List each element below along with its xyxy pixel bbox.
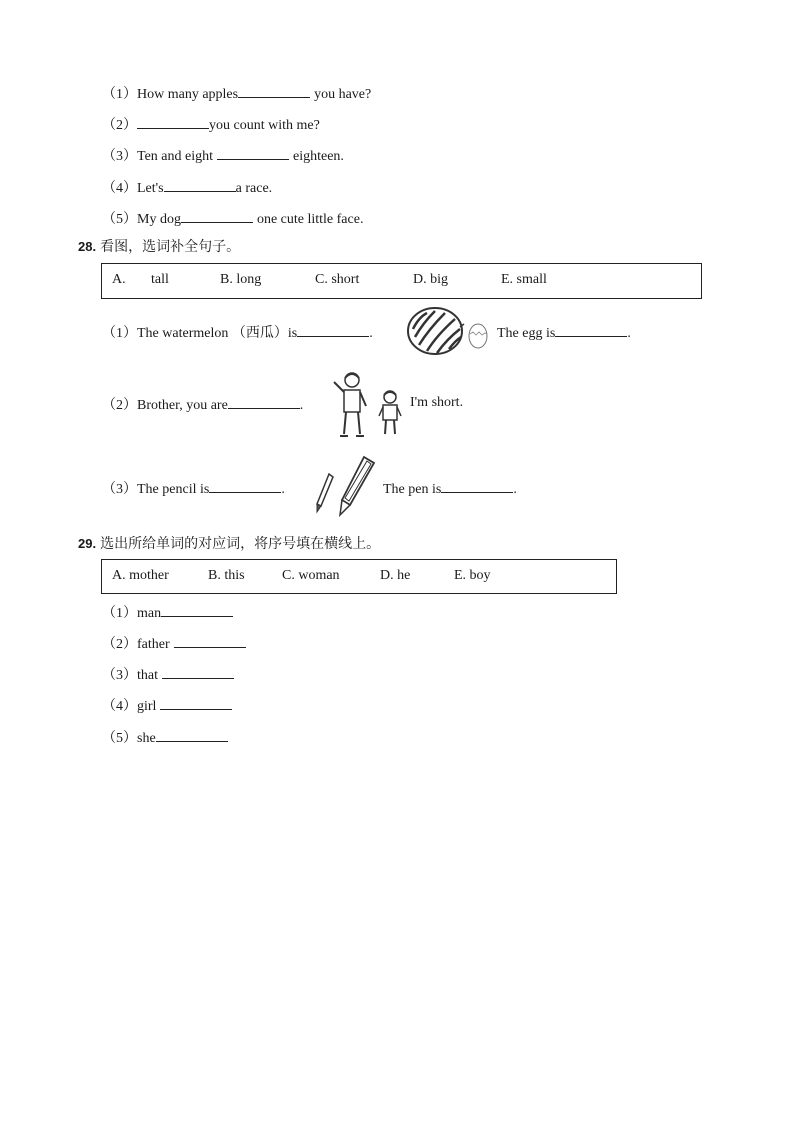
answer-blank[interactable] — [297, 322, 369, 337]
q28-heading — [78, 238, 240, 257]
option-b: B. this — [208, 568, 245, 583]
option-a-word: tall — [151, 272, 169, 287]
q29-item-4 — [102, 695, 232, 716]
q29-heading — [78, 535, 380, 554]
option-a-letter: A. — [112, 272, 126, 287]
item-text: . — [281, 482, 285, 497]
question-instruction: 看图，选词补全句子。 — [100, 240, 241, 255]
q28-item-2 — [102, 394, 303, 415]
q28-word-bank — [101, 263, 702, 299]
item-number: （1） — [102, 87, 137, 102]
q27-item-5 — [102, 208, 363, 229]
item-text: The watermelon （西瓜）is — [137, 326, 298, 341]
item-number: （4） — [102, 181, 137, 196]
q27-item-3 — [102, 145, 344, 166]
item-text: The egg is — [497, 326, 556, 341]
pencil-icon — [314, 472, 334, 519]
q28-item-1-second — [497, 322, 631, 343]
item-text: you count with me? — [209, 118, 320, 133]
q29-item-1 — [102, 602, 233, 623]
item-text: . — [513, 482, 517, 497]
tall-boy-icon — [330, 370, 372, 445]
answer-blank[interactable] — [174, 633, 246, 648]
item-word: that — [137, 668, 158, 683]
answer-blank[interactable] — [156, 727, 228, 742]
item-word: father — [137, 637, 170, 652]
item-word: girl — [137, 699, 157, 714]
answer-blank[interactable] — [209, 478, 281, 493]
item-text: The pen is — [383, 482, 442, 497]
item-text: I'm short. — [410, 395, 464, 410]
item-text: . — [627, 326, 631, 341]
item-text: My dog — [137, 212, 181, 227]
option-c: C. short — [315, 272, 360, 287]
question-number: 28. — [78, 239, 97, 254]
item-text: . — [299, 398, 304, 413]
q28-item-3 — [102, 478, 285, 499]
item-text: Let's — [137, 181, 164, 196]
q29-item-5 — [102, 727, 228, 748]
fountain-pen-icon — [334, 455, 376, 522]
item-number: （2） — [102, 118, 137, 133]
answer-blank[interactable] — [217, 145, 289, 160]
q29-item-3 — [102, 664, 234, 685]
item-number: （2） — [102, 637, 137, 652]
item-text: How many apples — [137, 87, 239, 102]
answer-blank[interactable] — [137, 114, 209, 129]
item-text: a race. — [235, 181, 273, 196]
answer-blank[interactable] — [164, 177, 236, 192]
q28-item-2-second — [410, 394, 463, 412]
option-d: D. he — [380, 568, 411, 583]
item-number: （1） — [102, 606, 137, 621]
q27-item-4 — [102, 177, 272, 198]
answer-blank[interactable] — [162, 664, 234, 679]
option-b: B. long — [220, 272, 262, 287]
item-text: . — [369, 326, 373, 341]
item-number: （5） — [102, 212, 137, 227]
item-number: （2） — [102, 398, 137, 413]
q29-item-2 — [102, 633, 246, 654]
option-a: A. mother — [112, 568, 169, 583]
item-number: （3） — [102, 482, 137, 497]
item-word: she — [137, 731, 156, 746]
item-text: you have? — [314, 87, 372, 102]
answer-blank[interactable] — [160, 695, 232, 710]
answer-blank[interactable] — [555, 322, 627, 337]
item-number: （4） — [102, 699, 137, 714]
answer-blank[interactable] — [161, 602, 233, 617]
q29-word-bank — [101, 559, 617, 594]
option-e: E. boy — [454, 568, 491, 583]
answer-blank[interactable] — [181, 208, 253, 223]
watermelon-icon — [405, 305, 465, 362]
option-c: C. woman — [282, 568, 340, 583]
answer-blank[interactable] — [238, 83, 310, 98]
item-number: （1） — [102, 326, 137, 341]
q27-item-1 — [102, 83, 371, 104]
item-text: The pencil is — [137, 482, 210, 497]
item-text: one cute little face. — [256, 212, 364, 227]
question-number: 29. — [78, 536, 97, 551]
answer-blank[interactable] — [228, 394, 300, 409]
item-text: Ten and eight — [137, 149, 213, 164]
item-number: （3） — [102, 149, 137, 164]
item-text: eighteen. — [293, 149, 344, 164]
item-word: man — [137, 606, 162, 621]
answer-blank[interactable] — [441, 478, 513, 493]
q27-item-2 — [102, 114, 320, 135]
question-instruction: 选出所给单词的对应词，将序号填在横线上。 — [100, 537, 381, 552]
q28-item-3-second — [383, 478, 517, 499]
short-boy-icon — [376, 388, 404, 443]
option-d: D. big — [413, 272, 448, 287]
q28-item-1 — [102, 322, 373, 343]
egg-icon — [467, 320, 489, 355]
item-number: （5） — [102, 731, 137, 746]
item-number: （3） — [102, 668, 137, 683]
option-e: E. small — [501, 272, 547, 287]
item-text: Brother, you are — [137, 398, 228, 413]
